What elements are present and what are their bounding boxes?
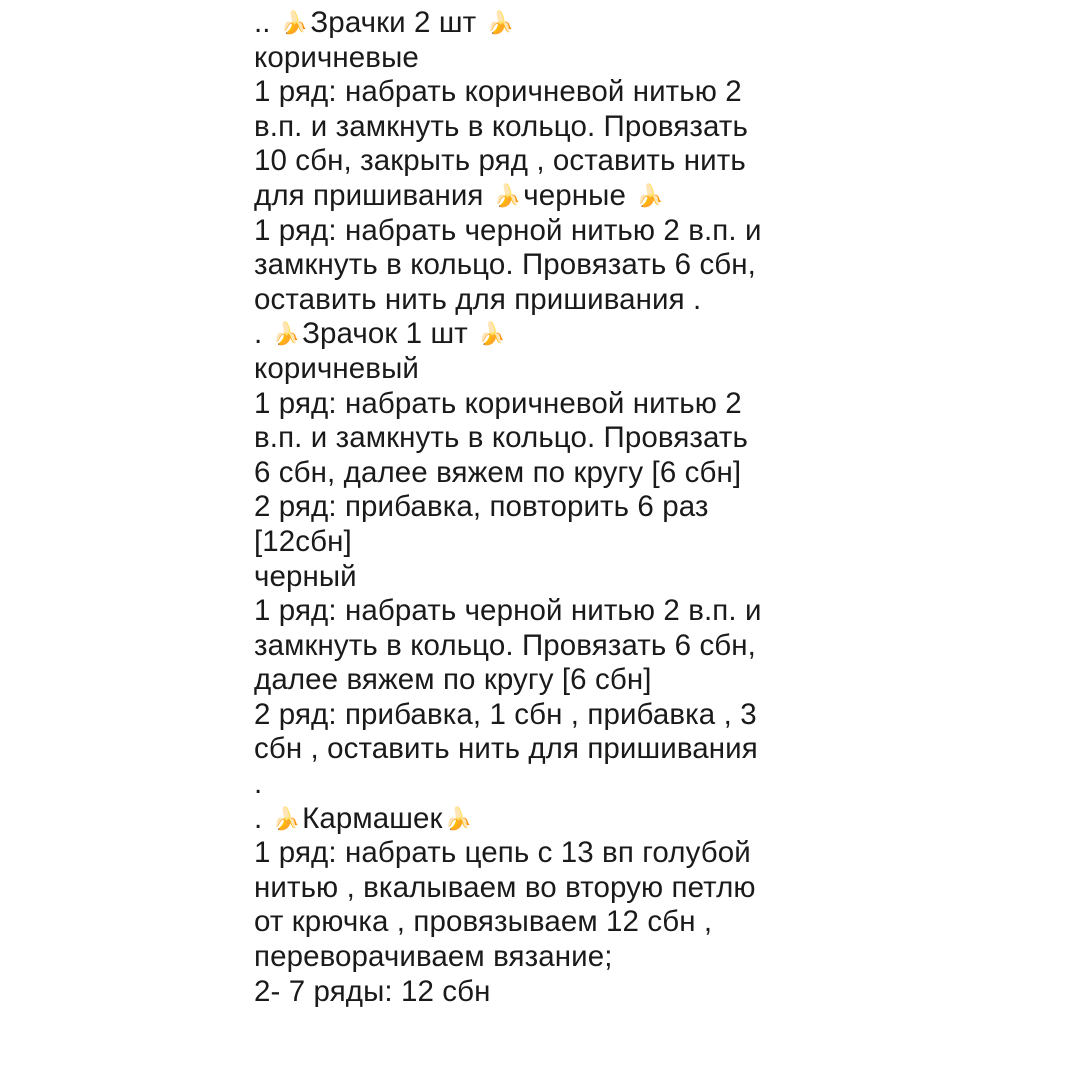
text-line [254,179,1034,214]
text-segment: 1 ряд: набрать коричневой нитью 2 [254,75,742,109]
text-line [254,6,1034,41]
text-line [254,767,1034,802]
text-line [254,456,1034,491]
text-segment: 1 ряд: набрать цепь с 13 вп голубой [254,836,751,870]
text-segment: . [254,317,271,351]
text-segment: 6 сбн, далее вяжем по кругу [6 сбн] [254,455,742,489]
text-segment: [12сбн] [254,524,352,558]
text-line [254,975,1034,1010]
text-line [254,905,1034,940]
text-line [254,560,1034,595]
text-line [254,629,1034,664]
text-segment: нитью , вкалываем во вторую петлю [254,870,756,904]
text-line [254,248,1034,283]
text-line [254,421,1034,456]
text-line [254,836,1034,871]
text-line [254,41,1034,76]
text-segment: черные [523,178,635,212]
text-segment: 2- 7 ряды: 12 сбн [254,974,491,1008]
text-segment: в.п. и замкнуть в кольцо. Провязать [254,109,748,143]
banana-icon: 🍌 [478,321,506,347]
text-segment: замкнуть в кольцо. Провязать 6 сбн, [254,628,756,662]
banana-icon: 🍌 [444,805,473,831]
text-segment: 1 ряд: набрать черной нитью 2 в.п. и [254,594,762,628]
text-segment: . [254,801,271,835]
text-line [254,110,1034,145]
text-line [254,802,1034,837]
text-segment: 2 ряд: прибавка, повторить 6 раз [254,490,709,524]
banana-icon: 🍌 [272,321,301,347]
text-segment: для пришивания [254,178,492,212]
text-line [254,144,1034,179]
banana-icon: 🍌 [493,182,522,208]
text-line [254,352,1034,387]
text-segment: Зрачок 1 шт [302,317,477,351]
text-segment: далее вяжем по кругу [6 сбн] [254,663,652,697]
text-segment: 10 сбн, закрыть ряд , оставить нить [254,144,746,178]
banana-icon: 🍌 [272,805,301,831]
text-line [254,940,1034,975]
text-line [254,525,1034,560]
text-segment: в.п. и замкнуть в кольцо. Провязать [254,421,748,455]
text-segment: переворачиваем вязание; [254,940,613,974]
text-segment: 1 ряд: набрать коричневой нитью 2 [254,386,742,420]
text-line [254,594,1034,629]
text-segment: коричневые [254,40,419,74]
text-segment: 2 ряд: прибавка, 1 сбн , прибавка , 3 [254,697,757,731]
text-line [254,698,1034,733]
text-line [254,214,1034,249]
banana-icon: 🍌 [636,182,664,208]
text-segment: сбн , оставить нить для пришивания [254,732,758,766]
text-line [254,732,1034,767]
text-segment: 1 ряд: набрать черной нитью 2 в.п. и [254,213,762,247]
text-segment: .. [254,6,279,39]
text-line [254,663,1034,698]
text-line [254,387,1034,422]
text-line [254,75,1034,110]
instructions-text [254,6,1034,1009]
text-segment: коричневый [254,351,419,385]
text-segment: Зрачки 2 шт [310,6,485,39]
text-line [254,317,1034,352]
text-line [254,490,1034,525]
text-segment: от крючка , провязываем 12 сбн , [254,905,713,939]
text-segment: черный [254,559,357,593]
text-line [254,871,1034,906]
text-segment: . [254,767,263,801]
banana-icon: 🍌 [486,10,514,35]
text-segment: Кармашек [302,801,443,835]
text-segment: замкнуть в кольцо. Провязать 6 сбн, [254,248,756,282]
text-line [254,283,1034,318]
banana-icon: 🍌 [280,10,309,35]
text-segment: оставить нить для пришивания . [254,282,702,316]
